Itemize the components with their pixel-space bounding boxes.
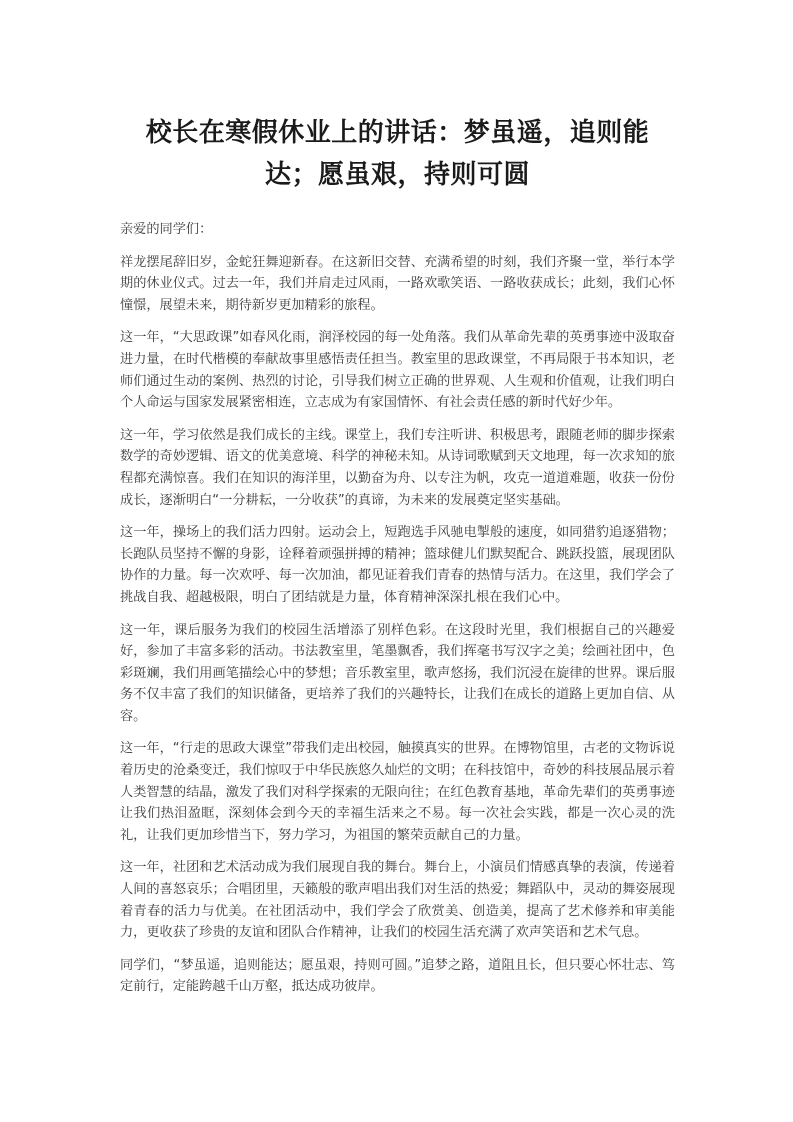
paragraph-closing: 同学们，“梦虽遥，追则能达；愿虽艰，持则可圆。”追梦之路，道阻且长，但只要心怀壮志、笃定前行，定能跨越千山万壑，抵达成功彼岸。 bbox=[120, 957, 675, 995]
paragraph-field-trips: 这一年，“行走的思政大课堂”带我们走出校园，触摸真实的世界。在博物馆里，古老的文物诉说着历史的沧桑变迁，我们惊叹于中华民族悠久灿烂的文明；在科技馆中，奇妙的科技展品展示着人类智慧的结晶，激发了我们对科学探索的无限向往；在红色教育基地，革命先辈们的英勇事迹让我们热泪盈眶，深刻体会到今天的幸福生活来之不易。每一次社会实践，都是一次心灵的洗礼，让我们更加珍惜当下，努力学习，为祖国的繁荣贡献自己的力量。 bbox=[120, 741, 675, 843]
paragraph-sports: 这一年，操场上的我们活力四射。运动会上，短跑选手风驰电掣般的速度，如同猎豹追逐猎物；长跑队员坚持不懈的身影，诠释着顽强拼搏的精神；篮球健儿们默契配合、跳跃投篮，展现团队协作的力量。每一次欢呼、每一次加油，都见证着我们青春的热情与活力。在这里，我们学会了挑战自我、超越极限，明白了团结就是力量，体育精神深深扎根在我们心中。 bbox=[120, 525, 675, 605]
paragraph-opening: 祥龙摆尾辞旧岁，金蛇狂舞迎新春。在这新旧交替、充满希望的时刻，我们齐聚一堂，举行本学期的休业仪式。过去一年，我们并肩走过风雨，一路欢歌笑语、一路收获成长；此刻，我们心怀憧憬，展望未来，期待新岁更加精彩的旅程。 bbox=[120, 254, 675, 313]
document-body bbox=[120, 219, 675, 998]
document-title: 校长在寒假休业上的讲话：梦虽遥，追则能达；愿虽艰，持则可圆 bbox=[145, 118, 650, 190]
document-page bbox=[120, 112, 675, 1009]
paragraph-after-school: 这一年，课后服务为我们的校园生活增添了别样色彩。在这段时光里，我们根据自己的兴趣爱好，参加了丰富多彩的活动。书法教室里，笔墨飘香，我们挥毫书写汉字之美；绘画社团中，色彩斑斓，我们用画笔描绘心中的梦想；音乐教室里，歌声悠扬，我们沉浸在旋律的世界。课后服务不仅丰富了我们的知识储备，更培养了我们的兴趣特长，让我们在成长的道路上更加自信、从容。 bbox=[120, 622, 675, 724]
paragraph-ideology-class: 这一年，“大思政课”如春风化雨，润泽校园的每一处角落。我们从革命先辈的英勇事迹中汲取奋进力量，在时代楷模的奉献故事里感悟责任担当。教室里的思政课堂，不再局限于书本知识，老师们通过生动的案例、热烈的讨论，引导我们树立正确的世界观、人生观和价值观，让我们明白个人命运与国家发展紧密相连，立志成为有家国情怀、有社会责任感的新时代好少年。 bbox=[120, 330, 675, 411]
paragraph-clubs-arts: 这一年，社团和艺术活动成为我们展现自我的舞台。舞台上，小演员们情感真挚的表演，传递着人间的喜怒哀乐；合唱团里，天籁般的歌声唱出我们对生活的热爱；舞蹈队中，灵动的舞姿展现着青春的活力与优美。在社团活动中，我们学会了欣赏美、创造美，提高了艺术修养和审美能力，更收获了珍贵的友谊和团队合作精神，让我们的校园生活充满了欢声笑语和艺术气息。 bbox=[120, 860, 675, 941]
paragraph-study: 这一年，学习依然是我们成长的主线。课堂上，我们专注听讲、积极思考，跟随老师的脚步探索数学的奇妙逻辑、语文的优美意境、科学的神秘未知。从诗词歌赋到天文地理，每一次求知的旅程都充满惊喜。我们在知识的海洋里，以勤奋为舟、以专注为帆，攻克一道道难题，收获一份份成长，逐渐明白“一分耕耘，一分收获”的真谛，为未来的发展奠定坚实基础。 bbox=[120, 427, 675, 508]
greeting: 亲爱的同学们： bbox=[120, 222, 213, 237]
